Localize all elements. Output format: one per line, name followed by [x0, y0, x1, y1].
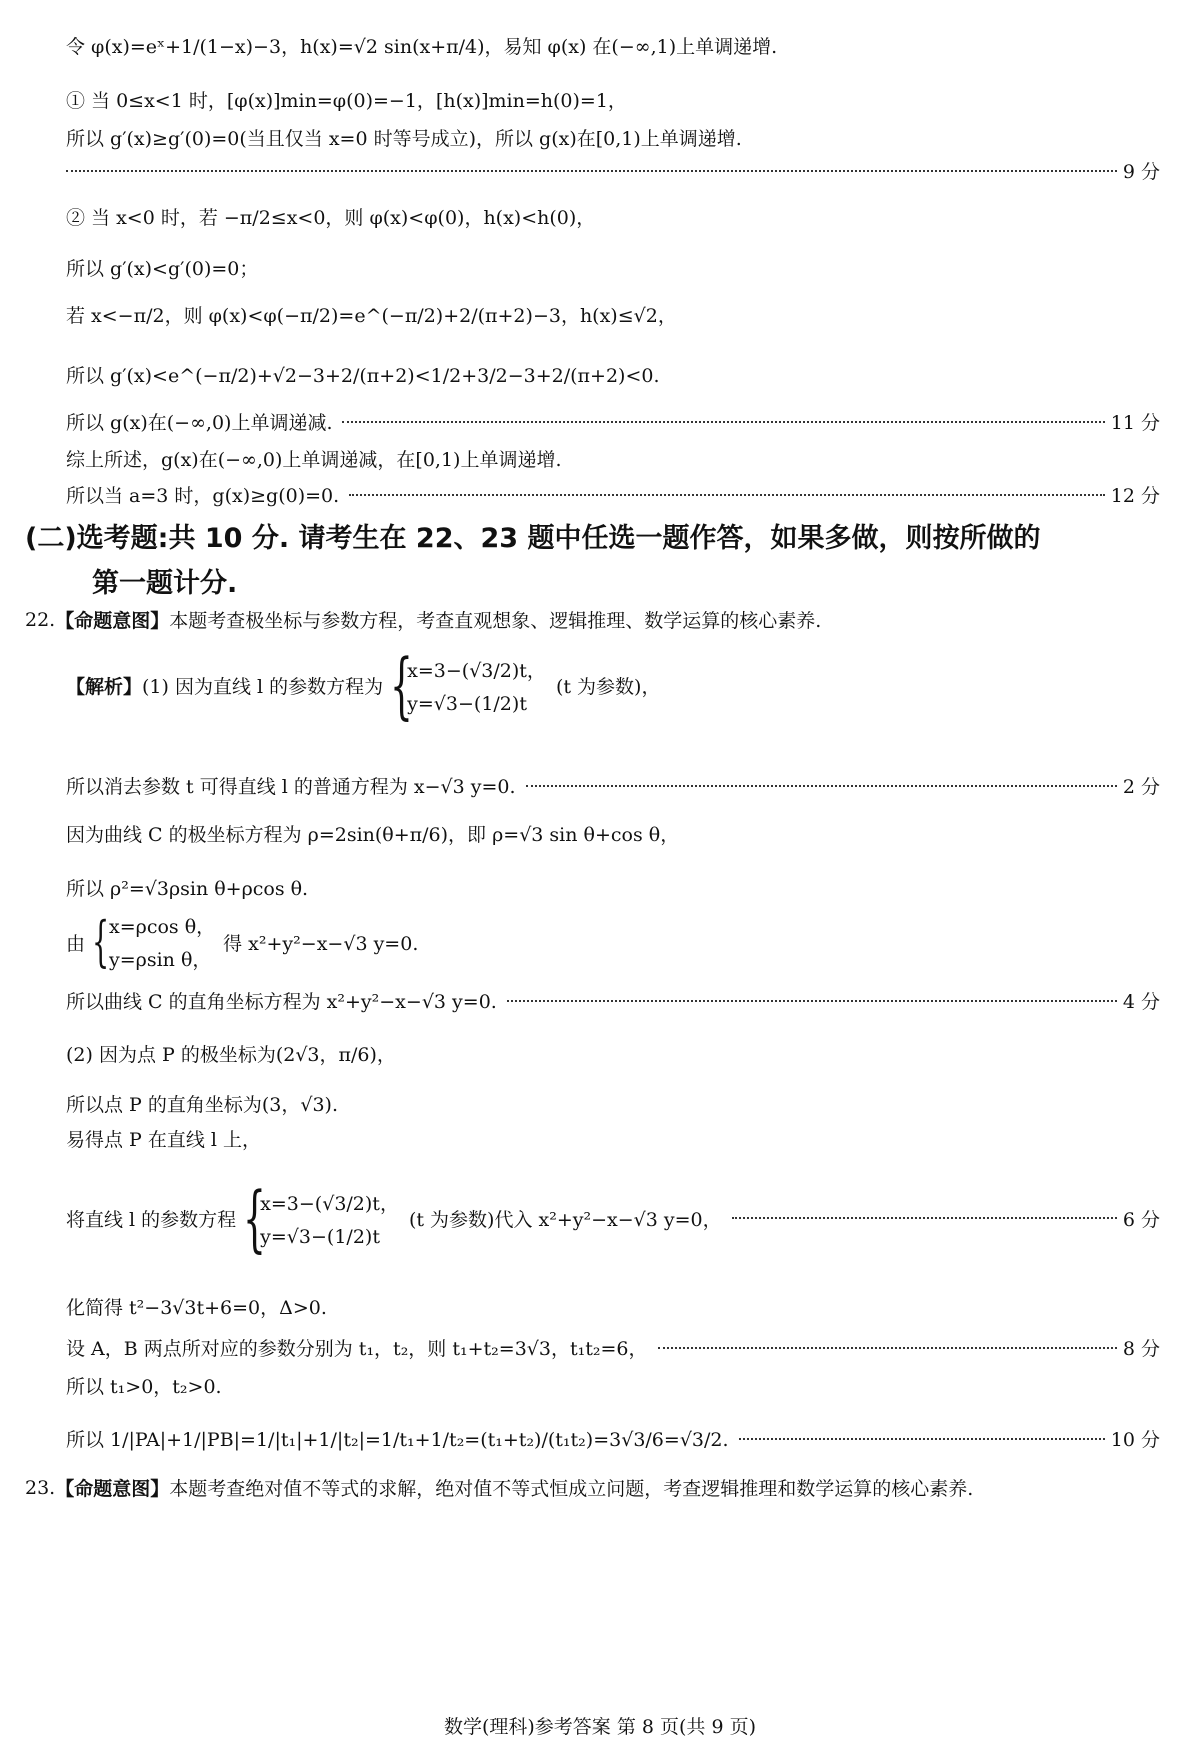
- line-text: 因为曲线 C 的极坐标方程为 ρ=2sin(θ+π/6)，即 ρ=√3 sin θ+cos θ，: [66, 824, 680, 846]
- text-line: [66, 1372, 1160, 1399]
- q22-part1-setup: [66, 640, 1160, 730]
- section-heading: (二)选考题:共 10 分. 请考生在 22、23 题中任选一题作答，如果多做，则按所做的: [25, 523, 1041, 554]
- text-line: [66, 361, 1160, 388]
- question-number: 22.: [25, 608, 56, 631]
- question-number: 23.: [25, 1476, 56, 1499]
- analysis-tag: 【解析】: [66, 675, 143, 698]
- line-text: 所以消去参数 t 可得直线 l 的普通方程为 x−√3 y=0.: [66, 776, 516, 798]
- line-text: 得 x²+y²−x−√3 y=0.: [223, 932, 419, 955]
- text-line: [66, 1293, 1160, 1320]
- score-label: 8 分: [1122, 1338, 1160, 1360]
- line-text: 所以 t₁>0，t₂>0.: [66, 1376, 222, 1398]
- equation: y=√3−(1/2)t: [407, 692, 527, 715]
- text-line: [66, 445, 1160, 472]
- score-label: 10 分: [1110, 1429, 1160, 1451]
- text-line: [66, 124, 1160, 151]
- score-label: 12 分: [1110, 485, 1160, 507]
- line-text: 所以 g′(x)≥g′(0)=0(当且仅当 x=0 时等号成立)，所以 g(x)在[0,1)上单调递增.: [66, 128, 742, 150]
- leader-dots: [342, 421, 1104, 423]
- line-text: 所以 ρ²=√3ρsin θ+ρcos θ.: [66, 878, 309, 900]
- line-text: 化简得 t²−3√3t+6=0，Δ>0.: [66, 1297, 327, 1319]
- score-label: 2 分: [1122, 776, 1160, 798]
- intent-text: 本题考查绝对值不等式的求解，绝对值不等式恒成立问题，考查逻辑推理和数学运算的核心素养.: [169, 1478, 974, 1500]
- leader-dots: [739, 1438, 1105, 1440]
- line-text: 若 x<−π/2，则 φ(x)<φ(−π/2)=e^(−π/2)+2/(π+2)−3，h(x)≤√2，: [66, 305, 677, 327]
- text-line: [66, 874, 1160, 901]
- text-line: [66, 1425, 1160, 1452]
- equation: x=3−(√3/2)t，: [260, 1192, 399, 1215]
- equation-system: [109, 912, 215, 972]
- q22-substitution: [66, 1163, 1160, 1273]
- line-text: 所以 1/|PA|+1/|PB|=1/|t₁|+1/|t₂|=1/t₁+1/t₂=(t₁+t₂)/(t₁t₂)=3√3/6=√3/2.: [66, 1429, 729, 1451]
- line-text: 易得点 P 在直线 l 上，: [66, 1129, 262, 1151]
- page-footer: 数学(理科)参考答案 第 8 页(共 9 页): [443, 1716, 757, 1738]
- line-text: 令 φ(x)=eˣ+1/(1−x)−3，h(x)=√2 sin(x+π/4)，易知 φ(x) 在(−∞,1)上单调递增.: [66, 36, 778, 58]
- line-text: (1) 因为直线 l 的参数方程为: [142, 675, 384, 698]
- line-text: 由: [66, 932, 86, 955]
- q22-intent: [25, 606, 1160, 633]
- text-line: [66, 86, 1160, 113]
- text-line: [66, 408, 1160, 435]
- text-line: [66, 1125, 1160, 1152]
- score-line: [66, 157, 1160, 184]
- line-text: 所以点 P 的直角坐标为(3，√3).: [66, 1094, 339, 1116]
- line-text: ② 当 x<0 时，若 −π/2≤x<0，则 φ(x)<φ(0)，h(x)<h(0)，: [66, 207, 596, 229]
- text-line: [66, 987, 1160, 1014]
- brace-symbol: {: [243, 1176, 267, 1260]
- brace-symbol: {: [92, 910, 110, 973]
- leader-dots: [732, 1217, 1117, 1219]
- leader-dots: [66, 170, 1117, 172]
- line-text: 所以 g(x)在(−∞,0)上单调递减.: [66, 412, 333, 434]
- score-label: 4 分: [1122, 991, 1160, 1013]
- equation: x=3−(√3/2)t，: [407, 659, 546, 682]
- line-text: (t 为参数)，: [555, 675, 661, 698]
- text-line: [66, 254, 1160, 281]
- line-text: 所以 g′(x)<g′(0)=0；: [66, 258, 259, 280]
- score-label: 6 分: [1122, 1208, 1160, 1231]
- text-line: [66, 301, 1160, 328]
- line-text: 将直线 l 的参数方程: [66, 1208, 237, 1231]
- line-text: 设 A，B 两点所对应的参数分别为 t₁，t₂，则 t₁+t₂=3√3，t₁t₂=6，: [66, 1338, 648, 1360]
- line-text: 综上所述，g(x)在(−∞,0)上单调递减，在[0,1)上单调递增.: [66, 449, 562, 471]
- line-text: 所以当 a=3 时，g(x)≥g(0)=0.: [66, 485, 340, 507]
- text-line: [66, 772, 1160, 799]
- text-line: [66, 32, 1160, 59]
- q22-conversion: [66, 912, 1160, 972]
- text-line: [66, 1040, 1160, 1067]
- equation-system: [260, 1189, 399, 1248]
- text-line: [66, 820, 1160, 847]
- text-line: [66, 203, 1160, 230]
- line-text: (2) 因为点 P 的极坐标为(2√3，π/6)，: [66, 1044, 396, 1066]
- line-text: ① 当 0≤x<1 时，[φ(x)]min=φ(0)=−1，[h(x)]min=h(0)=1，: [66, 90, 627, 112]
- score-label: 11 分: [1110, 412, 1160, 434]
- section-heading-cont: 第一题计分.: [92, 568, 238, 599]
- intent-tag: 【命题意图】: [55, 610, 170, 632]
- text-line: [66, 1334, 1160, 1361]
- brace-symbol: {: [390, 643, 414, 727]
- text-line: [66, 481, 1160, 508]
- equation: x=ρcos θ，: [109, 916, 216, 938]
- leader-dots: [507, 1000, 1117, 1002]
- equation: y=√3−(1/2)t: [260, 1225, 380, 1248]
- score-label: 9 分: [1122, 161, 1160, 183]
- intent-text: 本题考查极坐标与参数方程，考查直观想象、逻辑推理、数学运算的核心素养.: [169, 610, 822, 632]
- leader-dots: [349, 494, 1105, 496]
- intent-tag: 【命题意图】: [55, 1478, 170, 1500]
- leader-dots: [526, 785, 1117, 787]
- q23-intent: [25, 1474, 1160, 1501]
- line-text: 所以曲线 C 的直角坐标方程为 x²+y²−x−√3 y=0.: [66, 991, 497, 1013]
- equation: y=ρsin θ，: [109, 949, 212, 971]
- text-line: [66, 1090, 1160, 1117]
- line-text: (t 为参数)代入 x²+y²−x−√3 y=0，: [408, 1208, 722, 1231]
- line-text: 所以 g′(x)<e^(−π/2)+√2−3+2/(π+2)<1/2+3/2−3+2/(π+2)<0.: [66, 365, 660, 387]
- equation-system: [407, 656, 546, 715]
- leader-dots: [658, 1347, 1117, 1349]
